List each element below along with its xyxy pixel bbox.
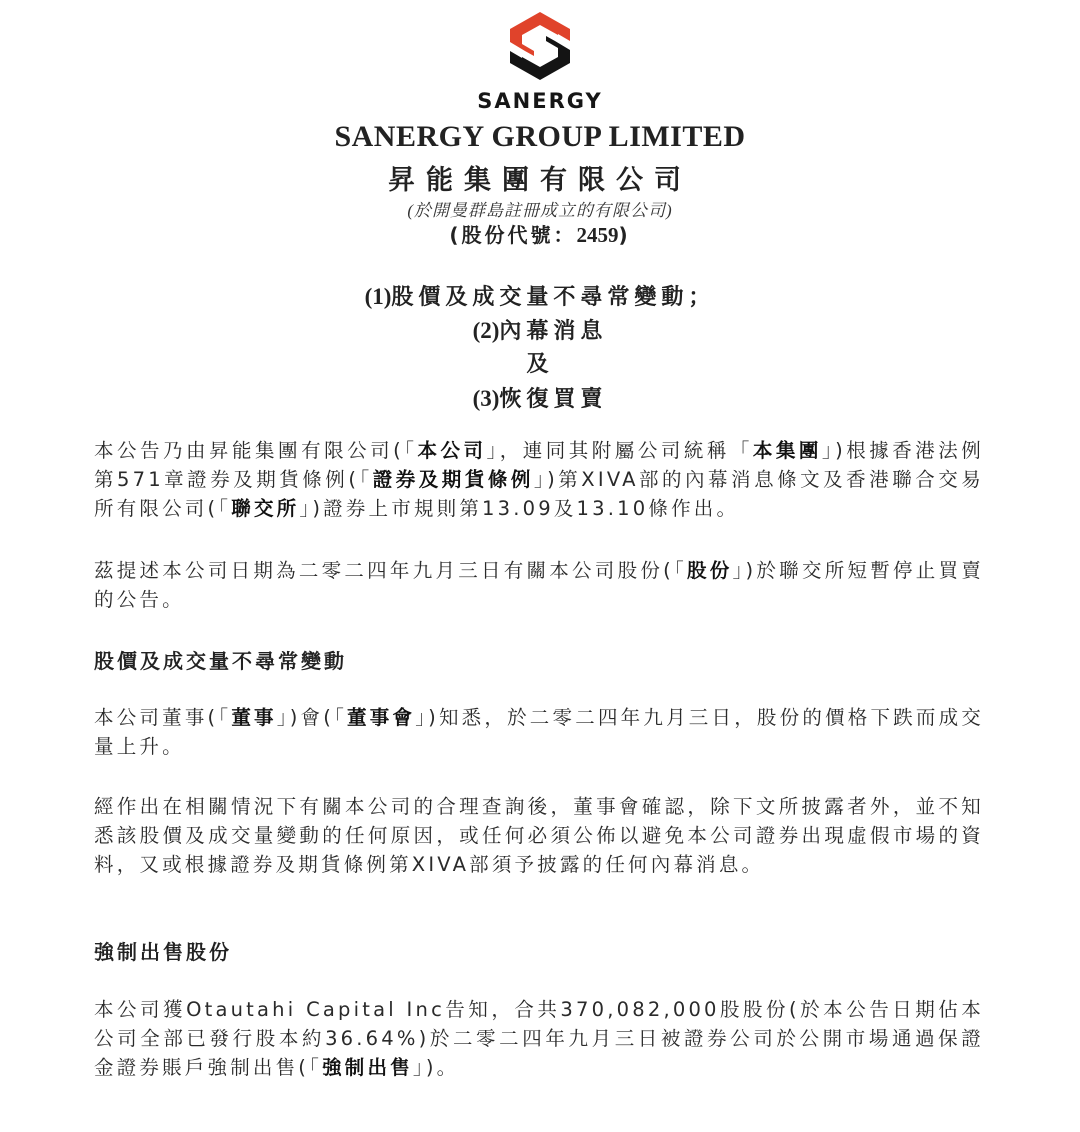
title-line-2 — [0, 314, 1080, 348]
section-heading-forced-sale — [94, 936, 984, 965]
defined-term: 股份 — [687, 559, 733, 582]
text-run: 本公司董事(「 — [94, 706, 232, 729]
title-line-and — [0, 348, 1080, 382]
paragraph-board-aware-text — [94, 703, 984, 761]
paragraph-intro — [94, 436, 984, 523]
company-name-zh: 昇能集團有限公司 — [388, 165, 692, 196]
title-line-3 — [0, 382, 1080, 416]
stock-code-label: (股份代號： — [449, 223, 577, 247]
text-run: 」)於聯交所短暫停止買賣的公告。 — [94, 559, 984, 611]
stock-code-close: ) — [618, 223, 631, 247]
section-heading: 股價及成交量不尋常變動 — [94, 649, 347, 673]
section-heading: 強制出售股份 — [94, 940, 232, 964]
paragraph-forced-sale-text — [94, 995, 984, 1082]
title-number: (3) — [472, 386, 500, 411]
title-number: (1) — [364, 284, 392, 309]
defined-term: 證券及期貨條例 — [372, 468, 534, 491]
title-line-1 — [0, 280, 1080, 314]
defined-term: 本公司 — [417, 439, 487, 462]
paragraph-intro-text — [94, 436, 984, 523]
title-text: 恢復買賣 — [499, 387, 608, 412]
defined-term: 聯交所 — [231, 497, 300, 520]
stock-code-line — [0, 219, 1080, 248]
paragraph-inquiry — [94, 792, 984, 879]
text-run: 」)證券上市規則第13.09及13.10條作出。 — [299, 497, 740, 520]
text-run: 」)知悉，於二零二四年九月三日，股份的價格下跌而成交量上升。 — [94, 706, 985, 758]
text-run: 」，連同其附屬公司統稱「 — [486, 439, 753, 462]
defined-term: 董事會 — [347, 706, 416, 729]
stock-code: 2459 — [576, 223, 619, 247]
announcement-titles — [0, 280, 1080, 416]
paragraph-reference-text — [94, 556, 984, 614]
title-text: 及 — [526, 352, 554, 377]
incorporation-note: (於開曼群島註冊成立的有限公司) — [407, 201, 673, 220]
company-name-en: SANERGY GROUP LIMITED — [334, 120, 746, 153]
title-text: 股價及成交量不尋常變動； — [391, 285, 716, 310]
text-run: 本公告乃由昇能集團有限公司(「 — [94, 439, 418, 462]
paragraph-forced-sale — [94, 995, 984, 1082]
defined-term: 本集團 — [752, 439, 822, 462]
defined-term: 董事 — [231, 706, 277, 729]
brand-wordmark: SANERGY — [477, 89, 603, 113]
defined-term: 強制出售 — [322, 1056, 413, 1079]
paragraph-reference — [94, 556, 984, 614]
title-text: 內幕消息 — [499, 319, 608, 344]
text-run: 」)第XIVA部的內幕消息條文及香港聯合交易所有限公司(「 — [94, 468, 984, 520]
text-run: 本公司獲Otautahi Capital Inc告知，合共370,082,000股股份(於本公告日期佔本公司全部已發行股本約36.64%)於二零二四年九月三日被證券公司於公開市場通過保證金證券賬戶強制出售(「 — [94, 998, 984, 1079]
text-run: 」)。 — [412, 1056, 460, 1079]
sanergy-logo-icon — [504, 10, 576, 82]
paragraph-inquiry-text: 經作出在相關情況下有關本公司的合理查詢後，董事會確認，除下文所披露者外，並不知悉該股價及成交量變動的任何原因，或任何必須公佈以避免本公司證券出現虛假市場的資料，又或根據證券及期貨條例第XIVA部須予披露的任何內幕消息。 — [94, 795, 984, 876]
section-heading-price-volume — [94, 645, 984, 674]
paragraph-board-aware — [94, 703, 984, 761]
title-number: (2) — [472, 318, 500, 343]
text-run: 」)會(「 — [276, 706, 348, 729]
text-run: 茲提述本公司日期為二零二四年九月三日有關本公司股份(「 — [94, 559, 687, 582]
text-run: 」)根據香港法例第571章證券及期貨條例(「 — [94, 439, 985, 491]
